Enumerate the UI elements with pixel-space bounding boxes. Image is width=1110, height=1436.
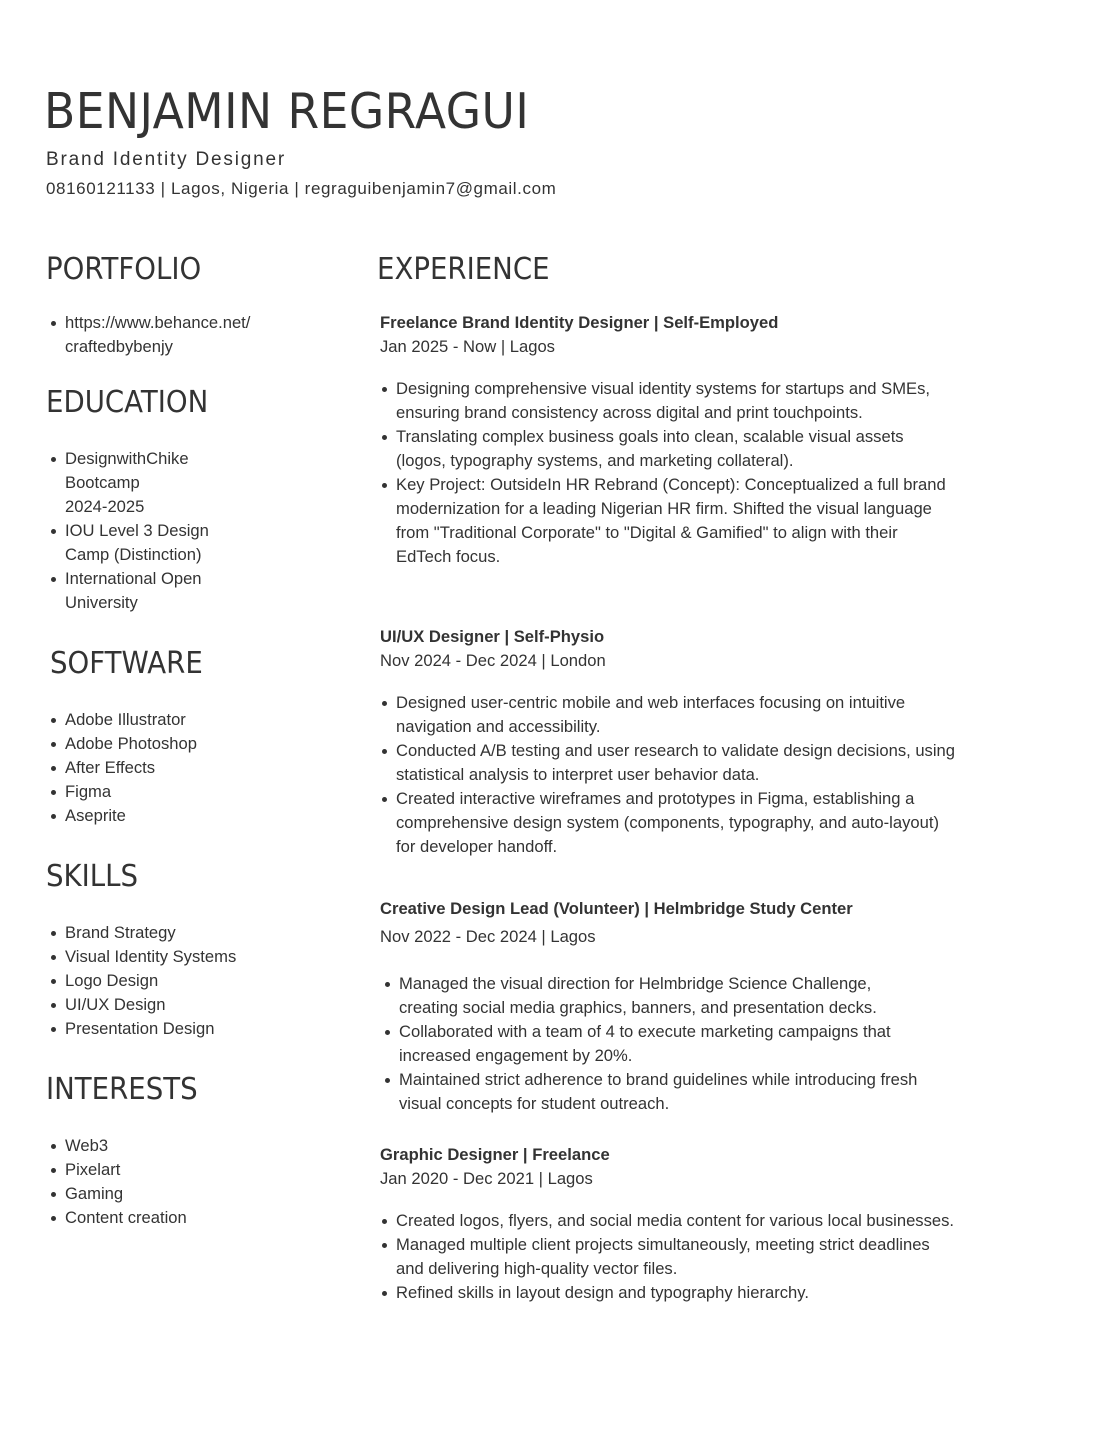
skills-list <box>65 921 295 1041</box>
job-title-3: Creative Design Lead (Volunteer) | Helmbridge Study Center <box>380 899 853 918</box>
list-item: Logo Design <box>65 969 295 993</box>
list-item: Translating complex business goals into clean, scalable visual assets (logos, typography systems, and marketing collateral). <box>396 425 956 473</box>
job-bullets-1 <box>396 377 956 569</box>
list-item: Brand Strategy <box>65 921 295 945</box>
job-bullets-3 <box>399 972 929 1116</box>
experience-heading: EXPERIENCE <box>377 252 550 287</box>
list-item: Maintained strict adherence to brand guidelines while introducing fresh visual concepts for student outreach. <box>399 1068 929 1116</box>
job-dates-2: Nov 2024 - Dec 2024 | London <box>380 651 606 670</box>
job-title-4: Graphic Designer | Freelance <box>380 1145 610 1164</box>
job-dates-3: Nov 2022 - Dec 2024 | Lagos <box>380 927 596 946</box>
list-item: Managed the visual direction for Helmbridge Science Challenge, creating social media graphics, banners, and presentation decks. <box>399 972 929 1020</box>
portfolio-heading: PORTFOLIO <box>46 252 202 287</box>
list-item: Aseprite <box>65 804 295 828</box>
education-list <box>65 447 235 615</box>
list-item: Presentation Design <box>65 1017 295 1041</box>
portfolio-list <box>65 311 285 359</box>
list-item: Created interactive wireframes and prototypes in Figma, establishing a comprehensive design system (components, typography, and auto-layout) for developer handoff. <box>396 787 956 859</box>
list-item: After Effects <box>65 756 295 780</box>
job-dates-1: Jan 2025 - Now | Lagos <box>380 337 555 356</box>
list-item: Adobe Illustrator <box>65 708 295 732</box>
list-item: Pixelart <box>65 1158 295 1182</box>
list-item: Gaming <box>65 1182 295 1206</box>
job-title: Brand Identity Designer <box>46 149 286 170</box>
list-item: IOU Level 3 Design Camp (Distinction) <box>65 519 235 567</box>
job-bullets-4 <box>396 1209 956 1305</box>
list-item: Managed multiple client projects simultaneously, meeting strict deadlines and delivering high-quality vector files. <box>396 1233 956 1281</box>
job-title-1: Freelance Brand Identity Designer | Self-Employed <box>380 313 779 332</box>
skills-heading: SKILLS <box>46 859 139 894</box>
list-item: Adobe Photoshop <box>65 732 295 756</box>
list-item: DesignwithChike Bootcamp 2024-2025 <box>65 447 235 519</box>
job-title-2: UI/UX Designer | Self-Physio <box>380 627 605 646</box>
list-item: Created logos, flyers, and social media content for various local businesses. <box>396 1209 956 1233</box>
education-heading: EDUCATION <box>46 385 209 420</box>
candidate-name: BENJAMIN REGRAGUI <box>44 83 530 140</box>
list-item: Designed user-centric mobile and web interfaces focusing on intuitive navigation and accessibility. <box>396 691 956 739</box>
list-item: Conducted A/B testing and user research to validate design decisions, using statistical analysis to interpret user behavior data. <box>396 739 956 787</box>
list-item: Visual Identity Systems <box>65 945 295 969</box>
list-item: Web3 <box>65 1134 295 1158</box>
list-item: Designing comprehensive visual identity systems for startups and SMEs, ensuring brand consistency across digital and print touchpoints. <box>396 377 956 425</box>
interests-heading: INTERESTS <box>46 1072 198 1107</box>
list-item: Content creation <box>65 1206 295 1230</box>
job-dates-4: Jan 2020 - Dec 2021 | Lagos <box>380 1169 593 1188</box>
contact-info: 08160121133 | Lagos, Nigeria | regraguibenjamin7@gmail.com <box>46 179 557 198</box>
software-list <box>65 708 295 828</box>
list-item: International Open University <box>65 567 235 615</box>
job-bullets-2 <box>396 691 956 859</box>
interests-list <box>65 1134 295 1230</box>
list-item: Figma <box>65 780 295 804</box>
list-item: https://www.behance.net/ craftedbybenjy <box>65 311 285 359</box>
list-item: Key Project: OutsideIn HR Rebrand (Concept): Conceptualized a full brand modernization for a leading Nigerian HR firm. Shifted the visual language from "Traditional Corporate" to "Digital & Gamified" to align with their EdTech focus. <box>396 473 956 569</box>
list-item: Refined skills in layout design and typography hierarchy. <box>396 1281 956 1305</box>
software-heading: SOFTWARE <box>50 646 203 681</box>
list-item: Collaborated with a team of 4 to execute marketing campaigns that increased engagement by 20%. <box>399 1020 929 1068</box>
list-item: UI/UX Design <box>65 993 295 1017</box>
